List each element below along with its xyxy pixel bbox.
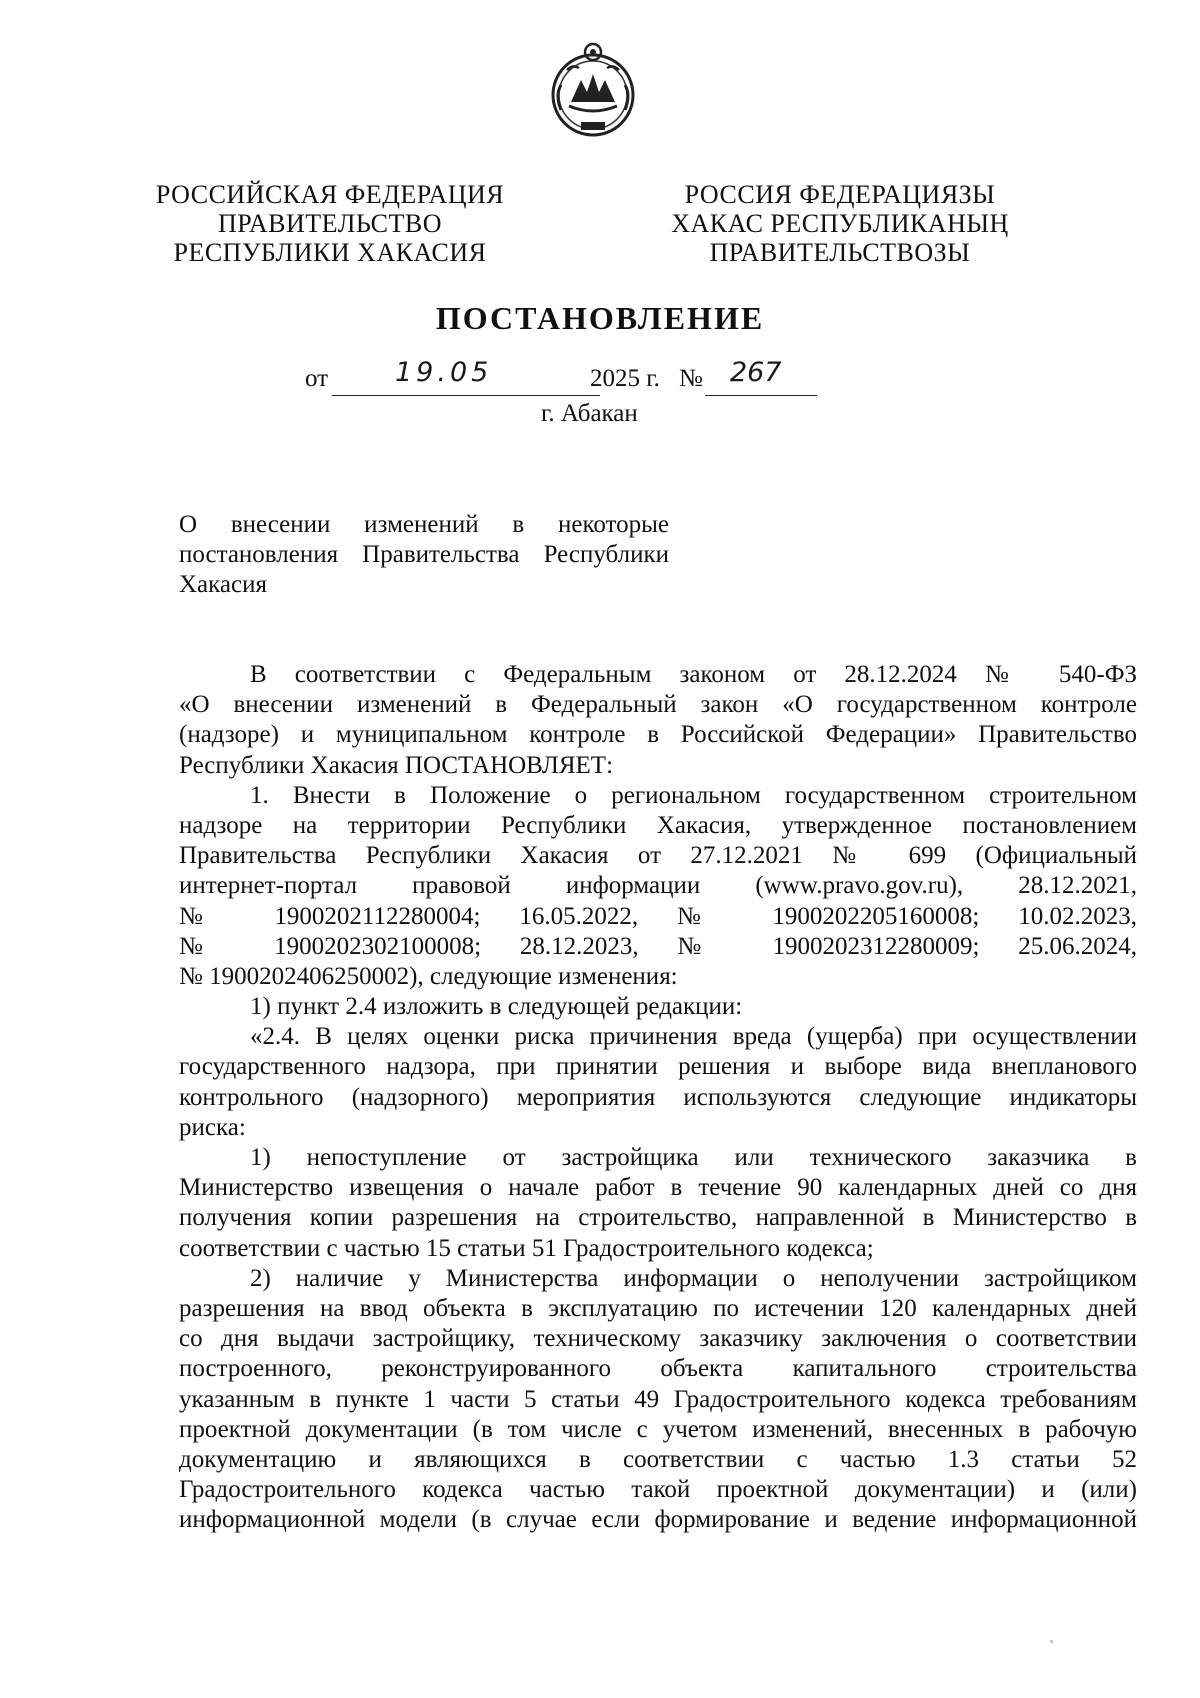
body-line: получения копии разрешения на строительство, направленной в Министерство в — [179, 1204, 1137, 1232]
body-line: Министерство извещения о начале работ в течение 90 календарных дней со дня — [179, 1174, 1137, 1202]
header-left-line: РЕСПУБЛИКИ ХАКАСИЯ — [173, 238, 487, 267]
issuer-header-russian — [150, 180, 510, 267]
body-line: интернет-портал правовой информации (www.pravo.gov.ru), 28.12.2021, — [179, 872, 1137, 900]
body-line: государственного надзора, при принятии решения и выборе вида внепланового — [179, 1053, 1137, 1081]
header-right-line: ПРАВИТЕЛЬСТВОЗЫ — [709, 238, 971, 267]
number-underline — [705, 395, 817, 396]
from-label: от — [305, 365, 329, 392]
subject-line: постановления Правительства Республики — [179, 541, 669, 568]
body-line: № 1900202302100008; 28.12.2023, № 1900202312280009; 25.06.2024, — [179, 932, 1137, 960]
header-right-line: РОССИЯ ФЕДЕРАЦИЯЗЫ — [684, 180, 996, 209]
body-line: со дня выдачи застройщику, техническому заказчику заключения о соответствии — [179, 1325, 1137, 1353]
date-underline — [332, 395, 600, 396]
number-label: № — [679, 365, 703, 392]
body-line: разрешения на ввод объекта в эксплуатацию по истечении 120 календарных дней — [179, 1294, 1137, 1322]
body-line: контрольного (надзорного) мероприятия используются следующие индикаторы — [179, 1083, 1137, 1111]
year-label: 2025 г. — [590, 365, 660, 392]
subject-block — [179, 510, 669, 600]
subject-line: О внесении изменений в некоторые — [179, 511, 669, 538]
issuer-header-khakas — [645, 180, 1035, 267]
body-line: 2) наличие у Министерства информации о неполучении застройщиком — [250, 1264, 1137, 1292]
decree-body — [179, 660, 1137, 1535]
body-line: проектной документации (в том числе с учетом изменений, внесенных в рабочую — [179, 1415, 1137, 1443]
handwritten-number: 267 — [730, 357, 782, 388]
body-line: (надзоре) и муниципальном контроле в Российской Федерации» Правительство — [179, 721, 1137, 749]
body-line: 1. Внести в Положение о региональном государственном строительном — [250, 781, 1137, 809]
body-line: 1) пункт 2.4 изложить в следующей редакции: — [250, 993, 743, 1021]
body-line: Градостроительного кодекса частью такой проектной документации) и (или) — [179, 1476, 1137, 1504]
body-line: «2.4. В целях оценки риска причинения вреда (ущерба) при осуществлении — [250, 1023, 1137, 1051]
header-left-line: ПРАВИТЕЛЬСТВО — [218, 209, 442, 238]
body-line: Правительства Республики Хакасия от 27.12.2021 № 699 (Официальный — [179, 842, 1137, 870]
body-line: «О внесении изменений в Федеральный закон «О государственном контроле — [179, 691, 1137, 719]
scan-speck — [1050, 1640, 1053, 1643]
body-line: информационной модели (в случае если формирование и ведение информационной — [179, 1506, 1137, 1534]
handwritten-date: 19.05 — [395, 357, 493, 388]
body-line: риска: — [179, 1113, 246, 1141]
body-line: Республики Хакасия ПОСТАНОВЛЯЕТ: — [179, 751, 614, 779]
body-line: документацию и являющихся в соответствии с частью 1.3 статьи 52 — [179, 1445, 1137, 1473]
body-line: построенного, реконструированного объекта капитального строительства — [179, 1355, 1137, 1383]
subject-line: Хакасия — [179, 571, 267, 598]
body-line: № 1900202112280004; 16.05.2022, № 1900202205160008; 10.02.2023, — [179, 902, 1137, 930]
body-line: надзоре на территории Республики Хакасия, утвержденное постановлением — [179, 811, 1137, 839]
body-line: указанным в пункте 1 части 5 статьи 49 Градостроительного кодекса требованиям — [179, 1385, 1137, 1413]
header-right-line: ХАКАС РЕСПУБЛИКАНЫҢ — [671, 209, 1009, 238]
document-type-title: ПОСТАНОВЛЕНИЕ — [435, 300, 765, 336]
city-label: г. Абакан — [541, 400, 638, 427]
header-left-line: РОССИЙСКАЯ ФЕДЕРАЦИЯ — [155, 180, 505, 209]
body-line: В соответствии с Федеральным законом от 28.12.2024 № 540-ФЗ — [250, 661, 1137, 688]
body-line: № 1900202406250002), следующие изменения: — [179, 962, 678, 990]
body-line: 1) непоступление от застройщика или технического заказчика в — [250, 1144, 1137, 1171]
body-line: соответствии с частью 15 статьи 51 Градостроительного кодекса; — [179, 1234, 874, 1262]
coat-of-arms-emblem — [547, 40, 639, 138]
